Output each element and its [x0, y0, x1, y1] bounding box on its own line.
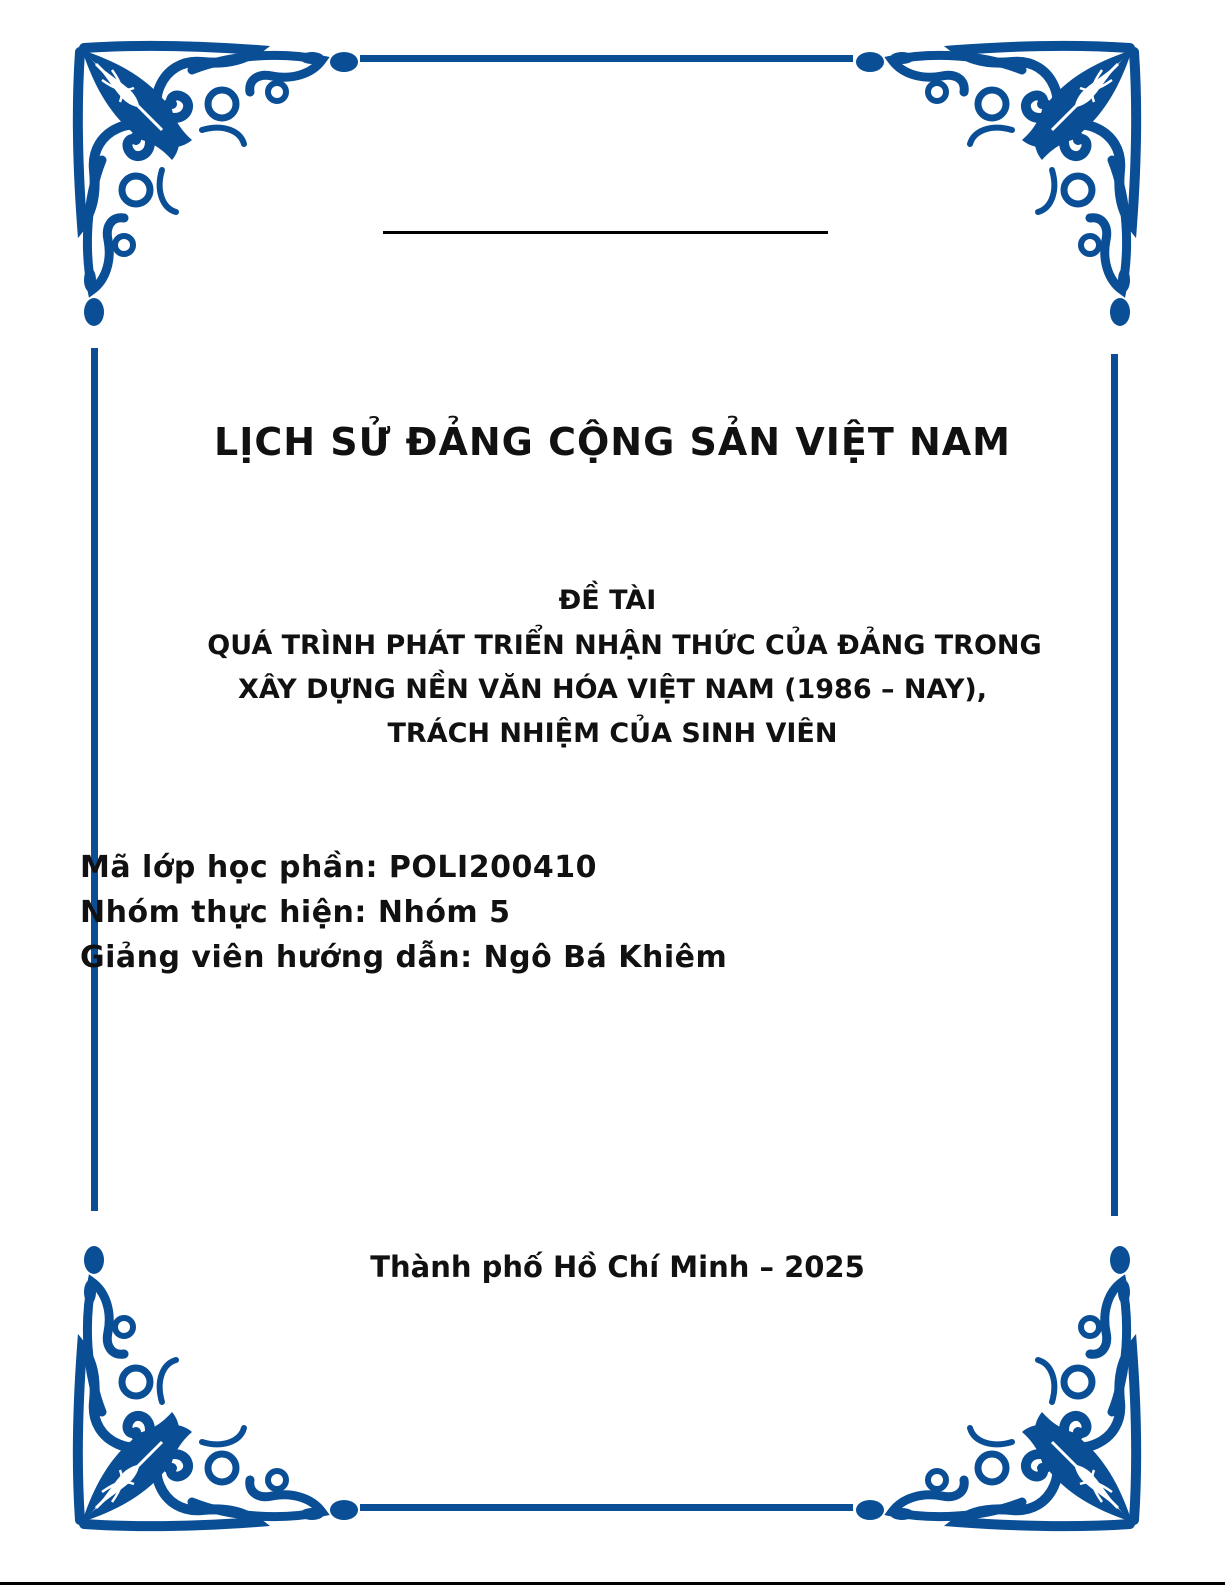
bottom-border-line [360, 1504, 853, 1511]
title-underline [383, 231, 828, 234]
corner-ornament-top-right-icon [856, 46, 1136, 326]
corner-ornament-bottom-right-icon [856, 1246, 1136, 1526]
left-border-line [91, 348, 98, 1211]
right-border-line [1111, 354, 1118, 1216]
corner-ornament-bottom-left-icon [78, 1246, 358, 1526]
corner-ornament-top-left-icon [78, 46, 358, 326]
topic-title-line: QUÁ TRÌNH PHÁT TRIỂN NHẬN THỨC CỦA ĐẢNG TRONG [207, 630, 1042, 661]
topic-heading: ĐỀ TÀI [558, 585, 657, 616]
class-code-line: Mã lớp học phần: POLI200410 [80, 850, 597, 885]
topic-title-line: XÂY DỰNG NỀN VĂN HÓA VIỆT NAM (1986 – NAY), [238, 674, 987, 705]
group-line: Nhóm thực hiện: Nhóm 5 [80, 895, 511, 930]
lecturer-line: Giảng viên hướng dẫn: Ngô Bá Khiêm [80, 940, 728, 975]
top-border-line [360, 55, 853, 62]
place-and-year: Thành phố Hồ Chí Minh – 2025 [370, 1250, 865, 1284]
course-title: LỊCH SỬ ĐẢNG CỘNG SẢN VIỆT NAM [214, 420, 1011, 464]
topic-title-line: TRÁCH NHIỆM CỦA SINH VIÊN [387, 718, 838, 749]
